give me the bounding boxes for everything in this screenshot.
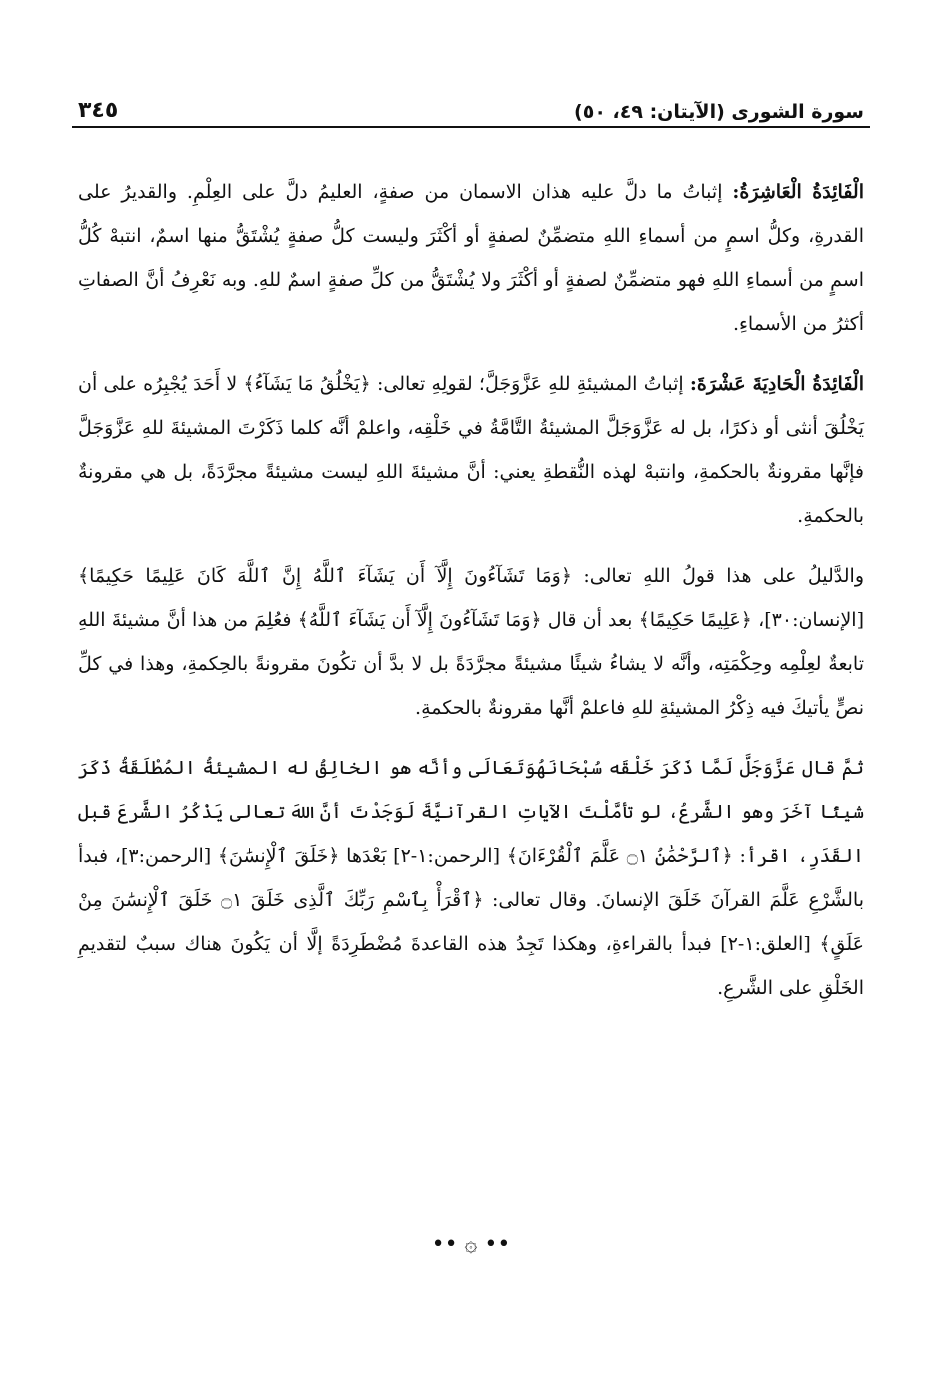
- page-header: [78, 86, 864, 122]
- page-body: [78, 170, 864, 1026]
- paragraph-text: والدَّليلُ على هذا قولُ اللهِ تعالى: ﴿وَمَا تَشَآءُونَ إِلَّآ أَن يَشَآءَ ٱللَّهُ إِنَّ ٱللَّهَ كَانَ عَلِيمًا حَكِيمًا﴾ [الإنسان:٣٠]، ﴿عَلِيمًا حَكِيمًا﴾ بعد أن قال ﴿وَمَا تَشَآءُونَ إِلَّآ أَن يَشَآءَ ٱللَّهُ﴾ فعُلِمَ من هذا أنَّ مشيئةَ اللهِ تابعةٌ لعِلْمِه وحِكْمَتِه، وأنَّه لا يشاءُ شيئًا مشيئةً مجرَّدَةً بل لا بدَّ أن تكُونَ مقرونةً بالحِكمةِ، وهذا في كلِّ نصٍّ يأتيكَ فيه ذِكْرُ المشيئةِ للهِ فاعلمْ أنَّها مقرونةٌ بالحكمةِ.: [78, 565, 864, 719]
- paragraph-benefit-ten: [78, 170, 864, 346]
- page-number: ٣٤٥: [78, 98, 119, 123]
- paragraph-evidence: [78, 554, 864, 730]
- paragraph-benefit-eleven: [78, 362, 864, 538]
- running-header-title: سورة الشورى (الآيتان: ٤٩، ٥٠): [574, 101, 864, 123]
- paragraph-text: إثباتُ ما دلَّ عليه هذان الاسمان من صفةٍ، العليمُ دلَّ على العِلْمِ. والقديرُ على القدرةِ، وكلُّ اسمٍ من أسماءِ اللهِ متضمِّنٌ لصفةٍ أو أكْثَرَ وليست كلُّ صفةٍ يُشْتَقُّ منها اسمٌ، انتبهْ كُلُّ اسمٍ من أسماءِ اللهِ فهو متضمِّنٌ لصفةٍ أو أكْثَرَ ولا يُشْتَقُّ من كلِّ صفةٍ اسمٌ للهِ. وبه نَعْرِفُ أنَّ الصفاتِ أكثرُ من الأسماءِ.: [78, 181, 864, 335]
- paragraph-text: ثمَّ قال عَزَّوَجَلَّ لَمَّا ذَكَرَ خَلْقَه سُبْحَانَهُوَتَعَالَى وأنَّه هو الخالِقُ له المشيئةُ المُطْلَقَةُ ذَكَرَ شيئًا آخَرَ وهو الشَّرعُ، لو تأمَّلْتَ الآياتِ القرآنيَّةَ لَوَجَدْتَ أنَّ اللهَ تعالى يَذْكُرُ الشَّرعَ قبل القَدَرِ، اقرأ: ﴿ٱلرَّحْمَٰنُ ۝١ عَلَّمَ ٱلْقُرْءَانَ﴾ [الرحمن:١-٢] بَعْدَها ﴿خَلَقَ ٱلْإِنسَٰنَ﴾ [الرحمن:٣]، فبدأ بالشَّرْعِ عَلَّمَ القرآنَ خَلَقَ الإنسانَ. وقال تعالى: ﴿ٱقْرَأْ بِٱسْمِ رَبِّكَ ٱلَّذِى خَلَقَ ۝١ خَلَقَ ٱلْإِنسَٰنَ مِنْ عَلَقٍ﴾ [العلق:١-٢] فبدأ بالقراءةِ، وهكذا تَجِدُ هذه القاعدةَ مُضْطَرِدَةً إلَّا أن يَكُونَ هناك سببٌ لتقديمِ الخَلْقِ على الشَّرعِ.: [78, 757, 865, 999]
- paragraph-sharia-before-qadar: [78, 746, 864, 1010]
- paragraph-text: إثباتُ المشيئةِ للهِ عَزَّوَجَلَّ؛ لقولِهِ تعالى: ﴿يَخْلُقُ مَا يَشَآءُ﴾ لا أَحَدَ يُجْبِرُه على أن يَخْلُقَ أنثى أو ذكرًا، بل له عَزَّوَجَلَّ المشيئةُ التَّامَّةُ في خَلْقِه، واعلمْ أنَّه كلما ذَكَرْتَ المشيئةَ للهِ عَزَّوَجَلَّ فإنَّها مقرونةٌ بالحكمةِ، وانتبهْ لهذه النُّقطةِ يعني: أنَّ مشيئةَ اللهِ ليست مشيئةً مجرَّدَةً، بل هي مقرونةٌ بالحكمةِ.: [78, 373, 864, 527]
- header-rule: [72, 126, 870, 128]
- paragraph-lead: الْفَائِدَةُ الْحَادِيَةَ عَشْرَةَ:: [689, 373, 864, 395]
- paragraph-lead: الْفَائِدَةُ الْعَاشِرَةُ:: [732, 181, 864, 203]
- section-end-ornament: •• ۞ ••: [431, 1232, 511, 1257]
